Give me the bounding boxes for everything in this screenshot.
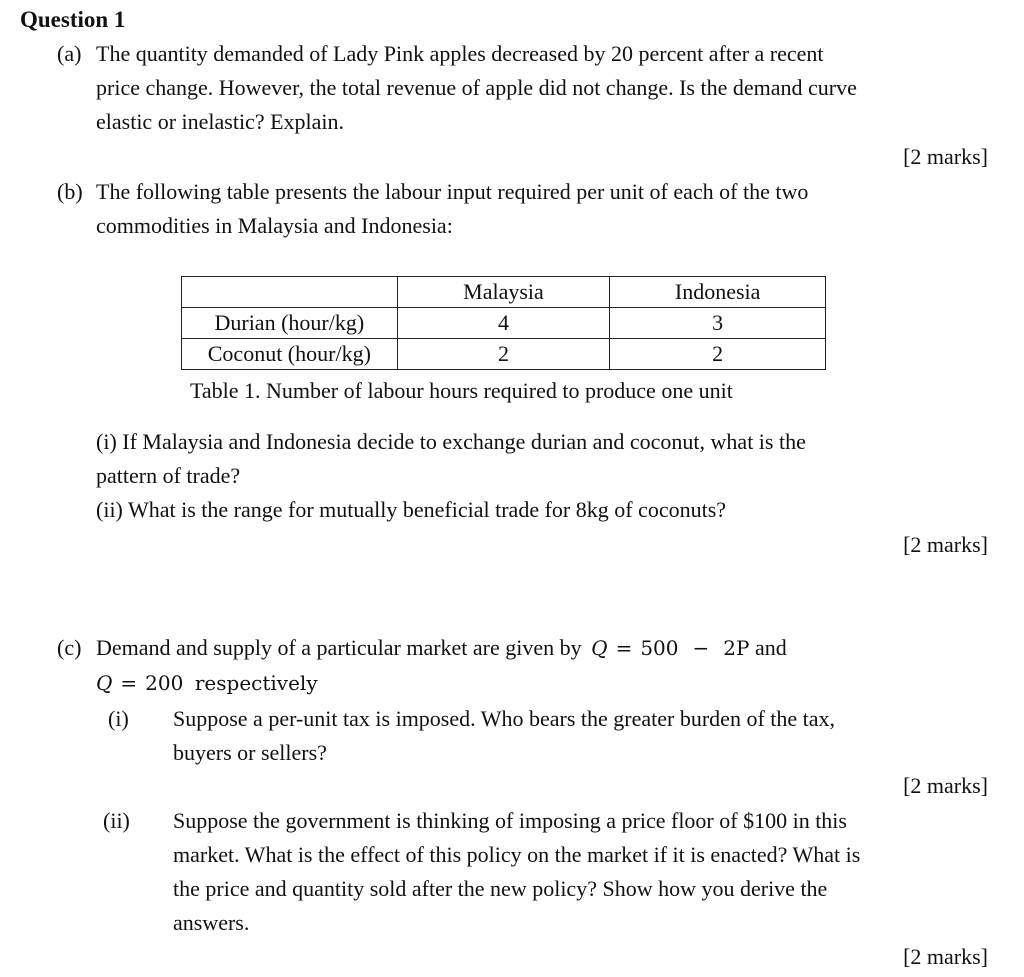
part-a-marks: [2 marks] [903, 144, 988, 169]
part-b-ii-line: (ii) What is the range for mutually beneficial trade for 8kg of coconuts? [96, 497, 727, 522]
part-b-label: (b) [57, 179, 83, 204]
part-b-marks: [2 marks] [903, 532, 988, 557]
table-cell: 2 [397, 339, 610, 370]
table-header-cell [182, 277, 398, 308]
eq1-equals: = [615, 636, 633, 660]
part-b-i-line-1: (i) If Malaysia and Indonesia decide to exchange durian and coconut, what is the [96, 429, 806, 454]
part-a-line-2: price change. However, the total revenue of apple did not change. Is the demand curve [96, 75, 857, 100]
part-c-ii-marks: [2 marks] [903, 944, 988, 969]
table-row [182, 339, 826, 370]
part-a-line-3: elastic or inelastic? Explain. [96, 109, 345, 134]
part-c-ii-line-4: answers. [173, 910, 250, 935]
part-c-ii-line-2: market. What is the effect of this policy on the market if it is enacted? What is [173, 842, 861, 867]
eq2-value: 200 [145, 671, 184, 695]
demand-equation [591, 636, 749, 660]
table-header-row [182, 277, 826, 308]
eq1-constant: 500 [640, 636, 679, 660]
eq1-term: 2P [723, 636, 750, 660]
part-c-i-marks: [2 marks] [903, 773, 988, 798]
part-b-line-1: The following table presents the labour input required per unit of each of the two [96, 179, 809, 204]
table-cell: 3 [610, 308, 826, 339]
part-c-i-label: (i) [108, 706, 129, 731]
labour-table [181, 276, 826, 370]
part-a-label: (a) [57, 41, 82, 66]
table-caption: Table 1. Number of labour hours required to produce one unit [190, 378, 733, 403]
part-c-intro-line [96, 637, 787, 659]
part-c-intro-text: Demand and supply of a particular market are given by [96, 635, 582, 660]
part-c-i-line-1: Suppose a per-unit tax is imposed. Who bears the greater burden of the tax, [173, 706, 836, 731]
table-header-cell: Malaysia [397, 277, 610, 308]
part-a-line-1: The quantity demanded of Lady Pink apples decreased by 20 percent after a recent [96, 41, 824, 66]
eq2-lhs: Q [96, 671, 113, 695]
part-c-ii-label: (ii) [103, 808, 130, 833]
supply-equation [96, 671, 183, 695]
table-cell: Coconut (hour/kg) [182, 339, 398, 370]
part-b-line-2: commodities in Malaysia and Indonesia: [96, 213, 453, 238]
eq1-lhs: Q [591, 636, 608, 660]
part-b-i-line-2: pattern of trade? [96, 463, 241, 488]
part-c-respectively: respectively [194, 671, 318, 695]
question-title: Question 1 [20, 7, 126, 32]
eq2-equals: = [120, 671, 138, 695]
table-row [182, 308, 826, 339]
table-header-cell: Indonesia [610, 277, 826, 308]
part-c-i-line-2: buyers or sellers? [173, 740, 327, 765]
part-c-supply-line [96, 672, 318, 694]
table-cell: Durian (hour/kg) [182, 308, 398, 339]
eq1-minus: − [692, 636, 710, 660]
table-cell: 2 [610, 339, 826, 370]
part-c-and-text: and [754, 635, 787, 660]
part-c-ii-line-3: the price and quantity sold after the new policy? Show how you derive the [173, 876, 828, 901]
part-c-label: (c) [57, 635, 82, 660]
table-cell: 4 [397, 308, 610, 339]
part-c-ii-line-1: Suppose the government is thinking of imposing a price floor of $100 in this [173, 808, 847, 833]
